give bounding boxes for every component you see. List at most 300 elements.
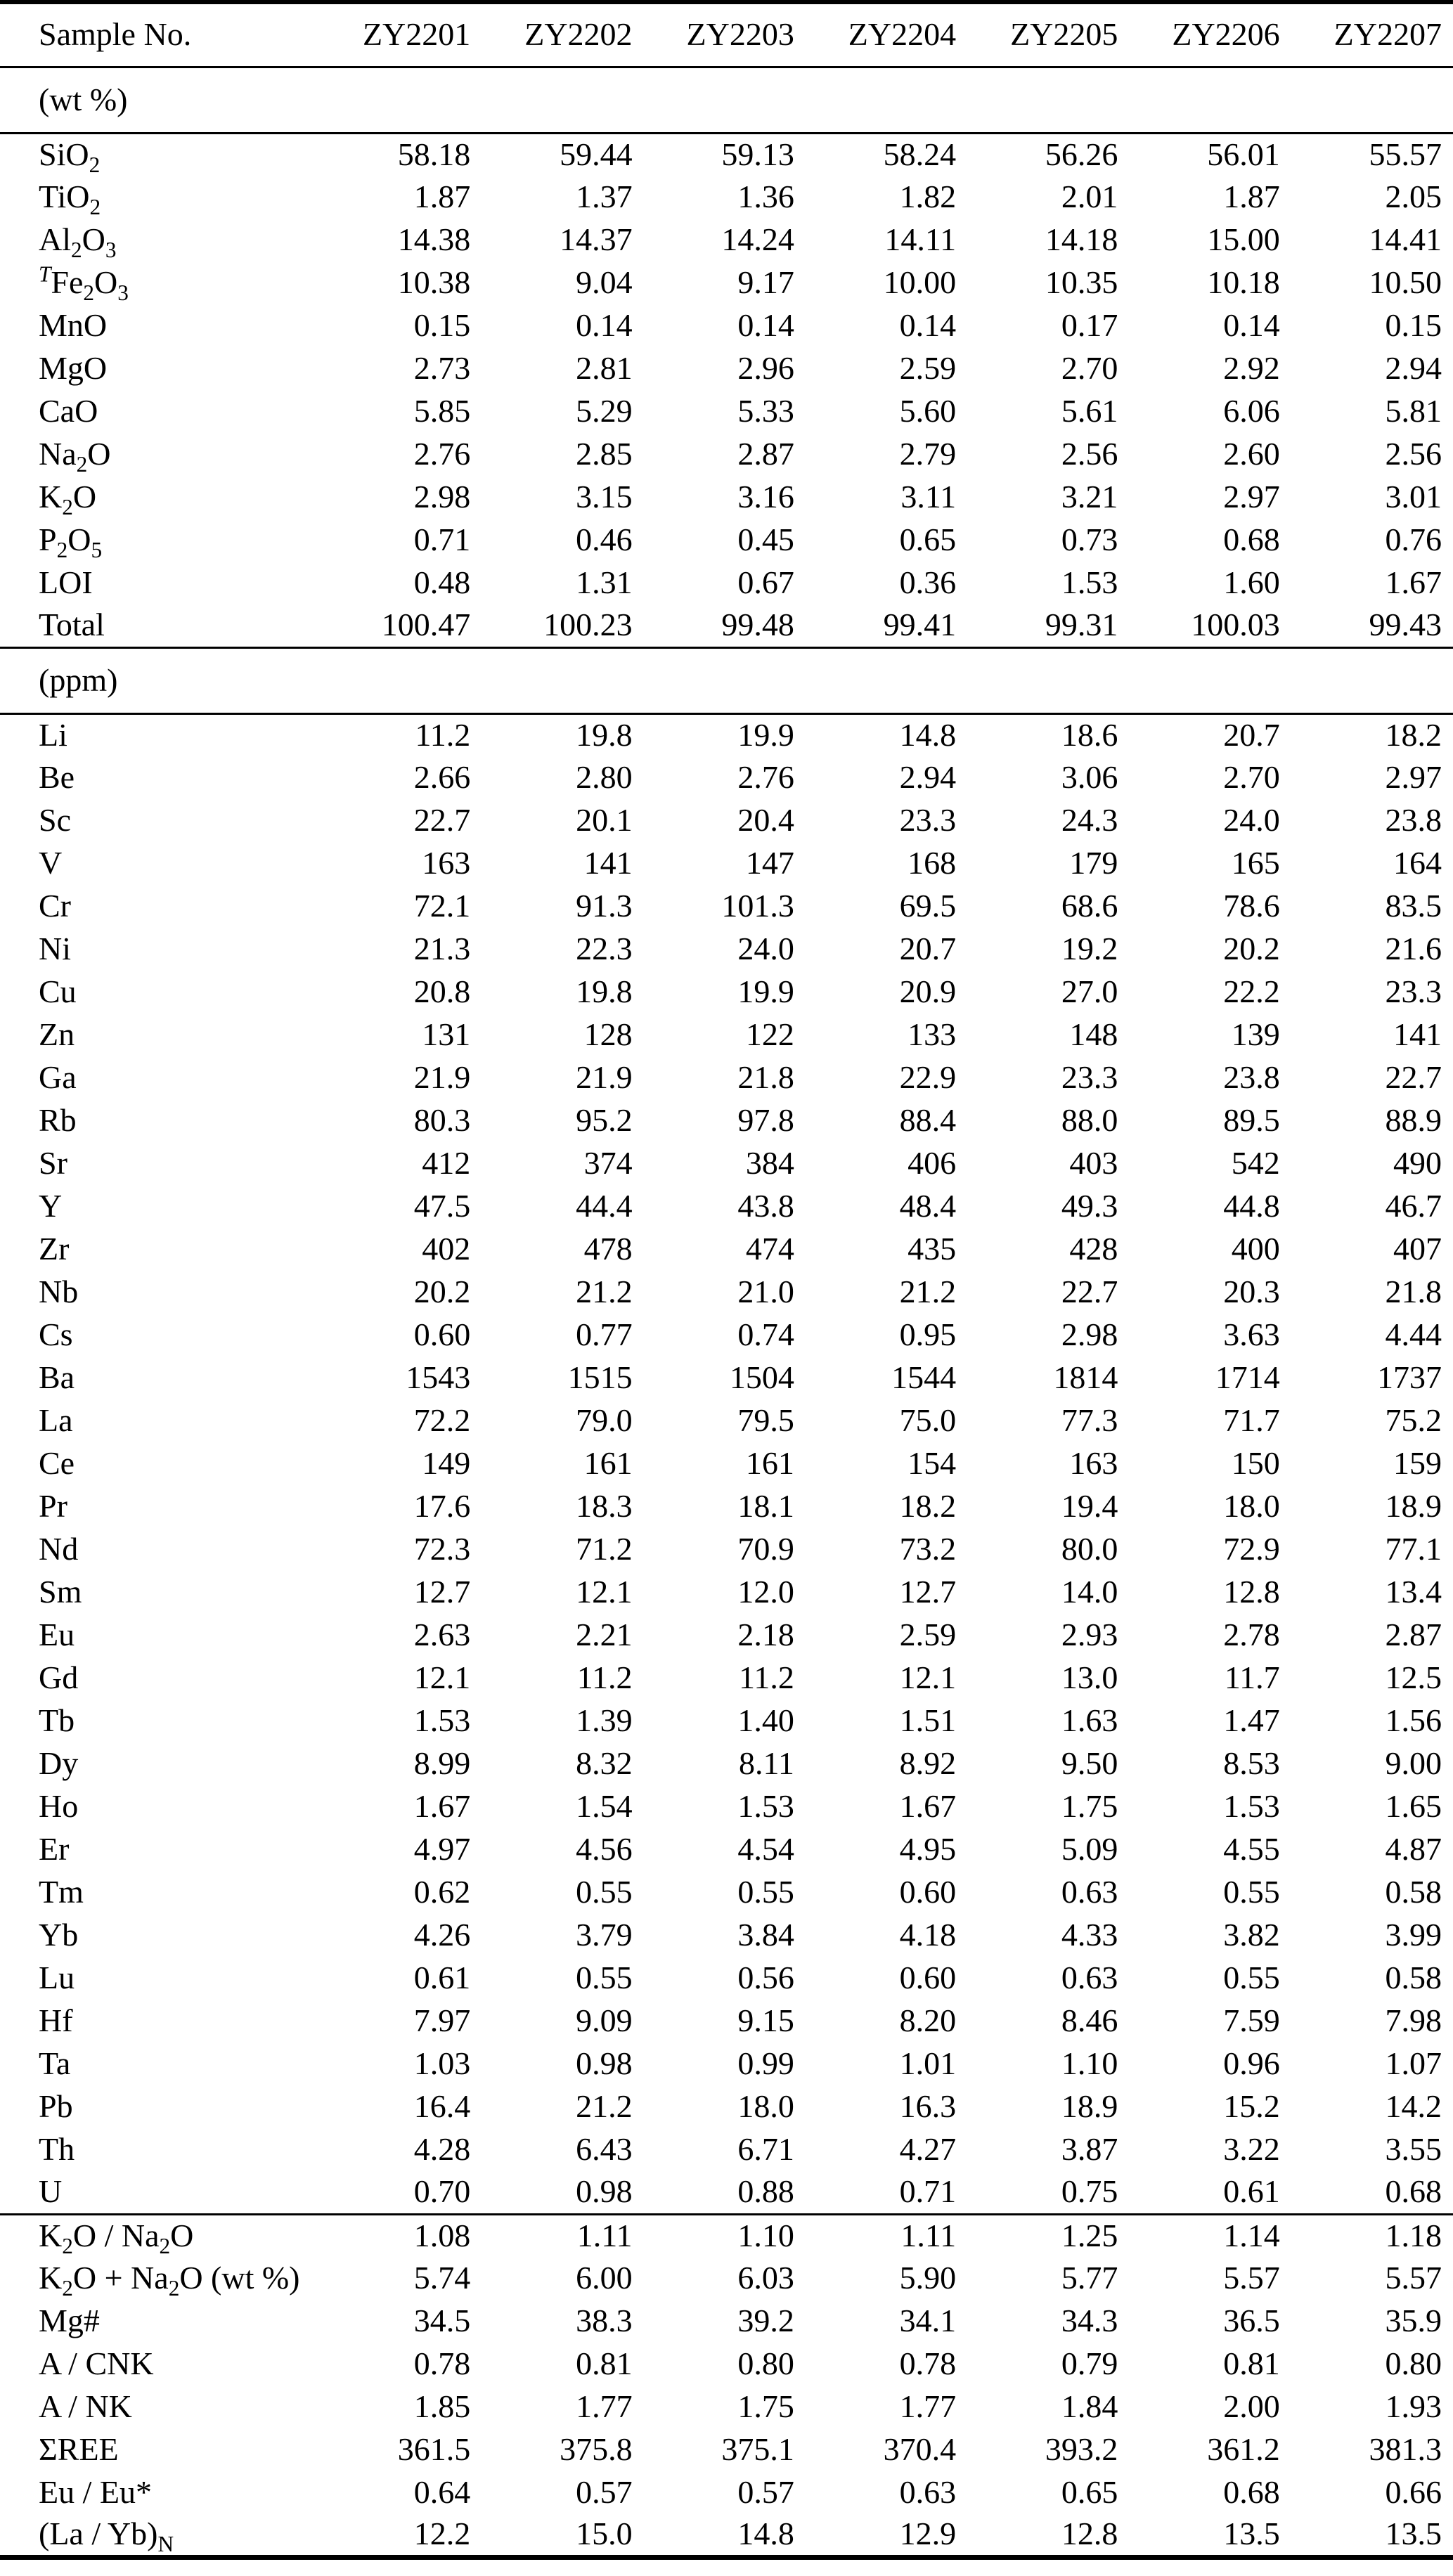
value-cell: 0.95 (899, 1316, 957, 1353)
row-label: CaO (39, 393, 98, 429)
value-cell: 6.43 (576, 2131, 633, 2168)
table-row (0, 885, 1453, 928)
value-cell: 0.62 (413, 1874, 471, 1910)
sample-column-header: ZY2207 (1333, 16, 1442, 53)
value-cell: 5.74 (413, 2260, 471, 2296)
value-cell: 0.63 (899, 2474, 957, 2511)
value-cell: 3.79 (576, 1917, 633, 1953)
value-cell: 2.92 (1223, 350, 1280, 387)
value-cell: 21.2 (576, 1274, 633, 1310)
value-cell: 10.00 (883, 264, 957, 301)
table-row (0, 2386, 1453, 2428)
value-cell: 16.4 (413, 2088, 471, 2125)
value-cell: 18.9 (1061, 2088, 1118, 2125)
sample-column-header: ZY2206 (1172, 16, 1280, 53)
value-cell: 1504 (729, 1359, 794, 1396)
value-cell: 0.78 (413, 2345, 471, 2382)
row-label: Pr (39, 1488, 67, 1525)
value-cell: 2.66 (413, 759, 471, 796)
value-cell: 128 (583, 1016, 633, 1053)
row-label: V (39, 845, 63, 881)
row-label: Ba (39, 1359, 75, 1396)
sample-column-header: ZY2205 (1010, 16, 1118, 53)
section-title: (ppm) (39, 661, 118, 698)
row-label: A / NK (39, 2388, 132, 2425)
value-cell: 0.81 (576, 2345, 633, 2382)
row-label: Total (39, 607, 105, 643)
value-cell: 3.55 (1385, 2131, 1442, 2168)
value-cell: 0.71 (413, 522, 471, 558)
value-cell: 375.1 (721, 2431, 794, 2468)
value-cell: 5.57 (1385, 2260, 1442, 2296)
value-cell: 381.3 (1369, 2431, 1442, 2468)
value-cell: 361.5 (397, 2431, 471, 2468)
table-row (0, 1657, 1453, 1700)
value-cell: 2.93 (1061, 1617, 1118, 1653)
value-cell: 5.09 (1061, 1831, 1118, 1868)
value-cell: 34.5 (413, 2303, 471, 2339)
value-cell: 23.8 (1385, 802, 1442, 839)
value-cell: 75.2 (1385, 1402, 1442, 1439)
value-cell: 21.0 (737, 1274, 794, 1310)
table-row (0, 1914, 1453, 1957)
table-row (0, 176, 1453, 219)
value-cell: 0.96 (1223, 2045, 1280, 2082)
value-cell: 43.8 (737, 1188, 794, 1224)
value-cell: 11.2 (415, 716, 471, 753)
value-cell: 16.3 (899, 2088, 957, 2125)
value-cell: 80.0 (1061, 1531, 1118, 1567)
row-label: Ho (39, 1788, 79, 1825)
value-cell: 6.06 (1223, 393, 1280, 429)
value-cell: 1.53 (1223, 1788, 1280, 1825)
table-row (0, 1571, 1453, 1614)
value-cell: 99.43 (1369, 607, 1442, 643)
value-cell: 6.00 (576, 2260, 633, 2296)
value-cell: 149 (422, 1445, 471, 1482)
value-cell: 0.67 (737, 564, 794, 601)
table-row (0, 1099, 1453, 1142)
value-cell: 20.2 (413, 1274, 471, 1310)
row-label: Dy (39, 1745, 79, 1782)
value-cell: 58.18 (397, 136, 471, 172)
value-cell: 83.5 (1385, 888, 1442, 924)
value-cell: 0.73 (1061, 522, 1118, 558)
row-label: SiO$_2$ (39, 136, 101, 177)
value-cell: 374 (583, 1145, 633, 1182)
value-cell: 0.14 (1223, 307, 1280, 344)
table-row (0, 2043, 1453, 2085)
value-cell: 21.9 (413, 1059, 471, 1096)
value-cell: 18.3 (576, 1488, 633, 1525)
value-cell: 80.3 (413, 1102, 471, 1139)
row-label: Nb (39, 1274, 79, 1310)
value-cell: 5.29 (576, 393, 633, 429)
value-cell: 12.1 (576, 1574, 633, 1610)
table-row (0, 304, 1453, 347)
value-cell: 1.03 (413, 2045, 471, 2082)
value-cell: 34.1 (899, 2303, 957, 2339)
table-row (0, 2257, 1453, 2300)
table-row (0, 519, 1453, 562)
value-cell: 1.65 (1385, 1788, 1442, 1825)
value-cell: 1.11 (900, 2217, 957, 2253)
row-label: Yb (39, 1917, 79, 1953)
value-cell: 2.85 (576, 436, 633, 472)
value-cell: 0.80 (737, 2345, 794, 2382)
table-row (0, 2214, 1453, 2257)
value-cell: 13.0 (1061, 1659, 1118, 1696)
row-label: MgO (39, 350, 108, 387)
section-title-row (0, 647, 1453, 713)
value-cell: 23.8 (1223, 1059, 1280, 1096)
value-cell: 21.9 (576, 1059, 633, 1096)
value-cell: 12.9 (899, 2516, 957, 2552)
value-cell: 18.2 (1385, 716, 1442, 753)
value-cell: 19.2 (1061, 931, 1118, 967)
row-label: Ni (39, 931, 71, 967)
value-cell: 0.63 (1061, 1960, 1118, 1996)
table-row (0, 1142, 1453, 1185)
value-cell: 5.85 (413, 393, 471, 429)
table-row (0, 1828, 1453, 1871)
table-row (0, 713, 1453, 756)
value-cell: 2.70 (1223, 759, 1280, 796)
table-row (0, 1228, 1453, 1271)
value-cell: 7.59 (1223, 2002, 1280, 2039)
row-label: Gd (39, 1659, 79, 1696)
table-row (0, 1614, 1453, 1657)
value-cell: 19.8 (576, 973, 633, 1010)
row-label: Sr (39, 1145, 67, 1182)
value-cell: 2.00 (1223, 2388, 1280, 2425)
table-row (0, 2300, 1453, 2343)
value-cell: 20.9 (899, 973, 957, 1010)
value-cell: 1.11 (576, 2217, 633, 2253)
value-cell: 22.9 (899, 1059, 957, 1096)
value-cell: 0.77 (576, 1316, 633, 1353)
value-cell: 4.55 (1223, 1831, 1280, 1868)
value-cell: 375.8 (560, 2431, 633, 2468)
value-cell: 490 (1393, 1145, 1442, 1182)
value-cell: 0.17 (1061, 307, 1118, 344)
value-cell: 1.67 (899, 1788, 957, 1825)
row-label: Eu / Eu* (39, 2474, 152, 2511)
value-cell: 1.01 (899, 2045, 957, 2082)
value-cell: 3.22 (1223, 2131, 1280, 2168)
value-cell: 14.2 (1385, 2088, 1442, 2125)
row-label: A / CNK (39, 2345, 154, 2382)
value-cell: 12.1 (413, 1659, 471, 1696)
value-cell: 400 (1231, 1231, 1280, 1267)
value-cell: 12.8 (1061, 2516, 1118, 2552)
value-cell: 101.3 (721, 888, 794, 924)
value-cell: 1.67 (413, 1788, 471, 1825)
value-cell: 0.65 (899, 522, 957, 558)
value-cell: 3.15 (576, 479, 633, 515)
value-cell: 56.26 (1045, 136, 1118, 172)
value-cell: 19.9 (737, 973, 794, 1010)
value-cell: 23.3 (1061, 1059, 1118, 1096)
value-cell: 20.1 (576, 802, 633, 839)
value-cell: 1543 (406, 1359, 471, 1396)
value-cell: 24.3 (1061, 802, 1118, 839)
value-cell: 72.2 (413, 1402, 471, 1439)
value-cell: 2.78 (1223, 1617, 1280, 1653)
value-cell: 0.74 (737, 1316, 794, 1353)
value-cell: 0.61 (1223, 2173, 1280, 2210)
value-cell: 99.31 (1045, 607, 1118, 643)
table-row (0, 1271, 1453, 1314)
value-cell: 22.2 (1223, 973, 1280, 1010)
value-cell: 10.18 (1207, 264, 1280, 301)
table-row (0, 347, 1453, 390)
value-cell: 165 (1231, 845, 1280, 881)
value-cell: 5.90 (899, 2260, 957, 2296)
value-cell: 17.6 (413, 1488, 471, 1525)
row-label: Y (39, 1188, 63, 1224)
value-cell: 1814 (1053, 1359, 1118, 1396)
row-label: Mg# (39, 2303, 100, 2339)
value-cell: 0.46 (576, 522, 633, 558)
row-label: Rb (39, 1102, 77, 1139)
value-cell: 122 (745, 1016, 794, 1053)
table-row (0, 133, 1453, 176)
value-cell: 77.1 (1385, 1531, 1442, 1567)
value-cell: 1.54 (576, 1788, 633, 1825)
value-cell: 15.00 (1207, 221, 1280, 258)
row-label: Th (39, 2131, 75, 2168)
value-cell: 1.07 (1385, 2045, 1442, 2082)
value-cell: 0.80 (1385, 2345, 1442, 2382)
value-cell: 161 (583, 1445, 633, 1482)
table-row (0, 1442, 1453, 1485)
value-cell: 18.1 (737, 1488, 794, 1525)
value-cell: 8.46 (1061, 2002, 1118, 2039)
row-label: Be (39, 759, 75, 796)
sample-column-header: ZY2203 (686, 16, 794, 53)
value-cell: 1.93 (1385, 2388, 1442, 2425)
value-cell: 12.1 (899, 1659, 957, 1696)
value-cell: 21.3 (413, 931, 471, 967)
row-label: Li (39, 716, 67, 753)
row-label: $Al_2O_3$ (39, 221, 117, 263)
value-cell: 0.55 (1223, 1874, 1280, 1910)
value-cell: 5.61 (1061, 393, 1118, 429)
value-cell: 20.8 (413, 973, 471, 1010)
value-cell: 21.8 (1385, 1274, 1442, 1310)
row-label: Tb (39, 1702, 75, 1739)
value-cell: 46.7 (1385, 1188, 1442, 1224)
value-cell: 0.65 (1061, 2474, 1118, 2511)
value-cell: 4.54 (737, 1831, 794, 1868)
value-cell: 39.2 (737, 2303, 794, 2339)
value-cell: 0.70 (413, 2173, 471, 2210)
value-cell: 542 (1231, 1145, 1280, 1182)
value-cell: 0.98 (576, 2173, 633, 2210)
value-cell: 55.57 (1369, 136, 1442, 172)
sample-column-header: ZY2202 (524, 16, 633, 53)
value-cell: 11.2 (576, 1659, 633, 1696)
value-cell: 2.96 (737, 350, 794, 387)
row-label: ΣREE (39, 2431, 119, 2468)
value-cell: 3.01 (1385, 479, 1442, 515)
value-cell: 13.5 (1385, 2516, 1442, 2552)
value-cell: 19.4 (1061, 1488, 1118, 1525)
value-cell: 8.32 (576, 1745, 633, 1782)
value-cell: 2.05 (1385, 179, 1442, 215)
value-cell: 2.87 (1385, 1617, 1442, 1653)
value-cell: 100.47 (381, 607, 471, 643)
value-cell: 14.0 (1061, 1574, 1118, 1610)
value-cell: 1737 (1377, 1359, 1442, 1396)
value-cell: 35.9 (1385, 2303, 1442, 2339)
value-cell: 0.14 (899, 307, 957, 344)
value-cell: 139 (1231, 1016, 1280, 1053)
value-cell: 12.0 (737, 1574, 794, 1610)
value-cell: 48.4 (899, 1188, 957, 1224)
row-label: Lu (39, 1960, 75, 1996)
value-cell: 406 (908, 1145, 957, 1182)
table-row (0, 1528, 1453, 1571)
value-cell: 44.4 (576, 1188, 633, 1224)
value-cell: 0.36 (899, 564, 957, 601)
value-cell: 4.97 (413, 1831, 471, 1868)
table-row (0, 2428, 1453, 2471)
value-cell: 2.81 (576, 350, 633, 387)
value-cell: 1.31 (576, 564, 633, 601)
row-label: TiO$_2$ (39, 179, 101, 220)
value-cell: 2.21 (576, 1617, 633, 1653)
value-cell: 59.44 (560, 136, 633, 172)
table-row (0, 756, 1453, 799)
row-label: Eu (39, 1617, 75, 1653)
value-cell: 3.06 (1061, 759, 1118, 796)
value-cell: 0.55 (737, 1874, 794, 1910)
value-cell: 4.87 (1385, 1831, 1442, 1868)
section-title: (wt %) (39, 81, 128, 117)
table-row (0, 928, 1453, 971)
value-cell: 72.9 (1223, 1531, 1280, 1567)
value-cell: 4.27 (899, 2131, 957, 2168)
value-cell: 163 (1069, 1445, 1118, 1482)
value-cell: 2.56 (1061, 436, 1118, 472)
table-row (0, 1785, 1453, 1828)
value-cell: 2.59 (899, 350, 957, 387)
value-cell: 1.87 (1223, 179, 1280, 215)
row-label: $K_2O$ (39, 479, 97, 520)
value-cell: 0.61 (413, 1960, 471, 1996)
value-cell: 99.48 (721, 607, 794, 643)
value-cell: 1.25 (1061, 2217, 1118, 2253)
value-cell: 18.9 (1385, 1488, 1442, 1525)
value-cell: 1.87 (413, 179, 471, 215)
value-cell: 168 (908, 845, 957, 881)
value-cell: 1.14 (1223, 2217, 1280, 2253)
value-cell: 0.48 (413, 564, 471, 601)
value-cell: 11.2 (739, 1659, 794, 1696)
row-label: $Na_2O$ (39, 436, 111, 477)
value-cell: 79.0 (576, 1402, 633, 1439)
value-cell: 3.87 (1061, 2131, 1118, 2168)
value-cell: 407 (1393, 1231, 1442, 1267)
value-cell: 14.11 (884, 221, 957, 258)
value-cell: 478 (583, 1231, 633, 1267)
value-cell: 2.76 (413, 436, 471, 472)
table-row (0, 2171, 1453, 2214)
value-cell: 164 (1393, 845, 1442, 881)
value-cell: 0.14 (576, 307, 633, 344)
row-label: Sc (39, 802, 71, 839)
value-cell: 2.01 (1061, 179, 1118, 215)
value-cell: 0.79 (1061, 2345, 1118, 2382)
value-cell: 0.60 (413, 1316, 471, 1353)
value-cell: 8.20 (899, 2002, 957, 2039)
value-cell: 6.03 (737, 2260, 794, 2296)
value-cell: 88.4 (899, 1102, 957, 1139)
value-cell: 24.0 (737, 931, 794, 967)
value-cell: 7.97 (413, 2002, 471, 2039)
value-cell: 147 (745, 845, 794, 881)
value-cell: 0.66 (1385, 2474, 1442, 2511)
value-cell: 18.2 (899, 1488, 957, 1525)
table-row (0, 261, 1453, 304)
value-cell: 79.5 (737, 1402, 794, 1439)
section-title-row (0, 67, 1453, 133)
value-cell: 89.5 (1223, 1102, 1280, 1139)
value-cell: 0.58 (1385, 1960, 1442, 1996)
row-label: $K_2O + Na_2O$ (wt %) (39, 2260, 300, 2301)
value-cell: 9.00 (1385, 1745, 1442, 1782)
table-row (0, 1957, 1453, 2000)
table-row (0, 1314, 1453, 1357)
table-row (0, 1742, 1453, 1785)
row-label: MnO (39, 307, 108, 344)
table-row (0, 1014, 1453, 1056)
value-cell: 14.18 (1045, 221, 1118, 258)
value-cell: 13.4 (1385, 1574, 1442, 1610)
value-cell: 99.41 (883, 607, 957, 643)
value-cell: 21.2 (576, 2088, 633, 2125)
value-cell: 0.60 (899, 1960, 957, 1996)
table-row (0, 799, 1453, 842)
value-cell: 0.76 (1385, 522, 1442, 558)
table-row (0, 2471, 1453, 2514)
value-cell: 0.58 (1385, 1874, 1442, 1910)
value-cell: 22.7 (413, 802, 471, 839)
value-cell: 141 (1393, 1016, 1442, 1053)
value-cell: 1.37 (576, 179, 633, 215)
row-label: Cs (39, 1316, 73, 1353)
value-cell: 69.5 (899, 888, 957, 924)
value-cell: 22.3 (576, 931, 633, 967)
value-cell: 2.87 (737, 436, 794, 472)
value-cell: 20.4 (737, 802, 794, 839)
value-cell: 0.88 (737, 2173, 794, 2210)
value-cell: 1.39 (576, 1702, 633, 1739)
value-cell: 1.53 (413, 1702, 471, 1739)
value-cell: 1.10 (1061, 2045, 1118, 2082)
value-cell: 5.60 (899, 393, 957, 429)
row-label: Zr (39, 1231, 70, 1267)
row-label: Sm (39, 1574, 82, 1610)
value-cell: 1.53 (737, 1788, 794, 1825)
value-cell: 20.2 (1223, 931, 1280, 967)
value-cell: 2.18 (737, 1617, 794, 1653)
value-cell: 141 (583, 845, 633, 881)
table-header-row (0, 2, 1453, 67)
value-cell: 8.11 (739, 1745, 794, 1782)
